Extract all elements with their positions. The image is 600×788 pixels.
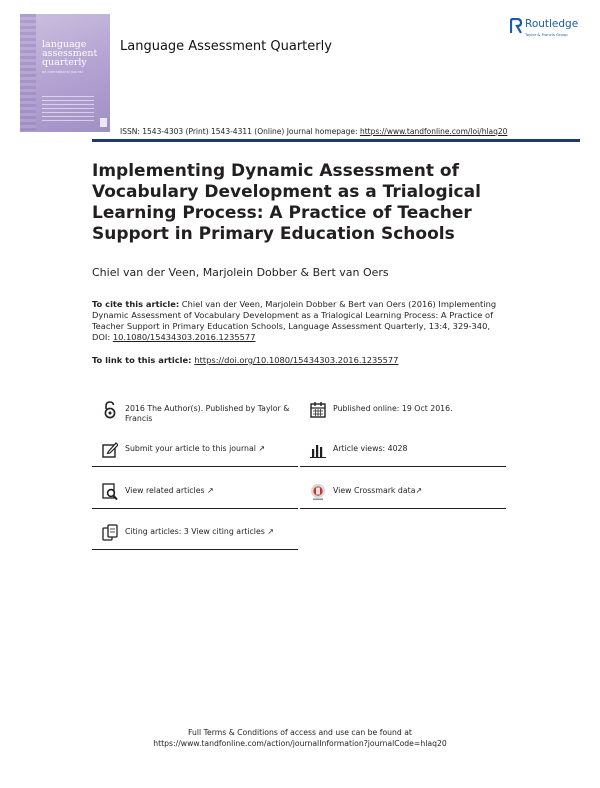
related-articles-label: View related articles xyxy=(125,486,205,495)
submit-article-label: Submit your article to this journal xyxy=(125,444,256,453)
submit-article-link[interactable] xyxy=(92,437,298,467)
routledge-logo xyxy=(510,16,590,44)
journal-name: Language Assessment Quarterly xyxy=(120,39,332,54)
citation-block xyxy=(92,299,510,343)
article-views xyxy=(300,437,506,467)
footer-terms-text: Full Terms & Conditions of access and use can be found at xyxy=(188,728,412,737)
citing-articles-link[interactable] xyxy=(92,520,298,550)
article-doi-url[interactable]: https://doi.org/10.1080/15434303.2016.1235577 xyxy=(194,355,399,365)
journal-cover xyxy=(20,14,110,132)
external-link-icon: ↗ xyxy=(207,486,214,495)
link-block xyxy=(92,355,512,366)
cell-rule xyxy=(300,508,506,509)
article-authors: Chiel van der Veen, Marjolein Dobber & Bert van Oers xyxy=(92,266,389,279)
cell-rule xyxy=(300,466,506,467)
footer-terms-link[interactable]: https://www.tandfonline.com/action/journalInformation?journalCode=hlaq20 xyxy=(153,739,447,748)
published-online xyxy=(300,397,506,427)
open-access-text: 2016 The Author(s). Published by Taylor & Francis xyxy=(125,404,290,423)
crossmark-icon xyxy=(310,483,326,501)
link-label: To link to this article: xyxy=(92,355,195,365)
cover-subtitle: an international journal xyxy=(42,70,83,74)
citation-label: To cite this article: xyxy=(92,299,180,309)
issn-text: ISSN: 1543-4303 (Print) 1543-4311 (Online) Journal homepage: xyxy=(120,127,360,136)
issn-line xyxy=(120,127,507,136)
article-views-text: Article views: 4028 xyxy=(333,444,408,453)
article-title: Implementing Dynamic Assessment of Vocabulary Development as a Trialogical Learning Process: A Practice of Teacher Support in Primary Education Schools xyxy=(92,161,481,244)
citing-articles-text xyxy=(125,527,274,537)
cell-rule xyxy=(92,549,298,550)
citing-documents-icon xyxy=(102,524,118,542)
edit-icon xyxy=(102,441,118,459)
cover-title: language assessment quarterly xyxy=(42,39,98,68)
cover-text-lines xyxy=(42,96,94,122)
cell-rule xyxy=(92,466,298,467)
citing-articles-label: Citing articles: 3 View citing articles xyxy=(125,527,265,536)
external-link-icon: ↗ xyxy=(267,527,274,536)
crossmark-link[interactable] xyxy=(300,479,506,509)
magnifier-document-icon xyxy=(102,483,118,501)
crossmark-text xyxy=(333,486,422,496)
cell-rule xyxy=(92,508,298,509)
publisher-name: Routledge xyxy=(525,18,579,30)
footer xyxy=(0,727,600,749)
doi-link[interactable]: 10.1080/15434303.2016.1235577 xyxy=(112,332,256,342)
citation-text: Chiel van der Veen, Marjolein Dobber & Bert van Oers (2016) Implementing Dynamic Assessment of Vocabulary Development as a Trialogical Learning Process: A Practice of Teacher Support in Primary Education Schools, Language Assessment Quarterly, 13:4, 329-340, DOI: xyxy=(92,299,497,342)
routledge-mark-icon xyxy=(510,18,522,34)
publisher-tagline: Taylor & Francis Group xyxy=(525,32,568,37)
open-access-notice xyxy=(92,397,298,427)
crossmark-label: View Crossmark data xyxy=(333,486,416,495)
related-articles-link[interactable] xyxy=(92,479,298,509)
submit-article-text xyxy=(125,444,265,454)
external-link-icon: ↗ xyxy=(258,444,266,453)
journal-homepage-link[interactable]: https://www.tandfonline.com/loi/hlaq20 xyxy=(359,127,508,136)
published-online-text: Published online: 19 Oct 2016. xyxy=(333,404,453,413)
header-rule xyxy=(92,139,580,142)
related-articles-text xyxy=(125,486,214,496)
external-link-icon: ↗ xyxy=(415,486,423,495)
cover-logo-icon xyxy=(100,118,107,127)
open-access-icon xyxy=(102,401,118,419)
calendar-icon xyxy=(310,401,326,419)
cover-strip xyxy=(20,14,36,132)
bar-chart-icon xyxy=(310,441,326,459)
